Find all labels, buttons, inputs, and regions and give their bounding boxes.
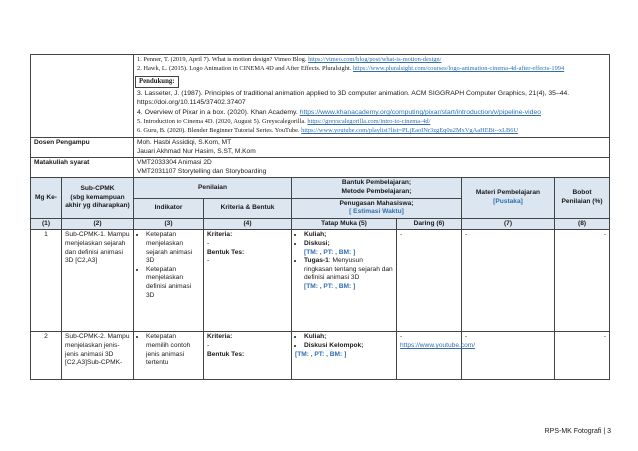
kriteria-cell: Kriteria: - Bentuk Tes: - (204, 230, 292, 332)
header-penilaian: Penilaian (134, 178, 292, 198)
subcpmk-text: Sub-CPMK-2. Mampu menjelaskan jenis-jenis animasi 3D [C2,A3]Sub-CPMK- (62, 332, 134, 380)
reference-item: 2. Hawk, L. (2015). Logo Animation in CINEMA 4D and After Effects. Pluralsight. https://www.pluralsight.com/courses/logo-animation-cinema-4d-after-effects-1994 (137, 65, 565, 72)
rps-page (30, 54, 609, 380)
dosen-row (31, 138, 610, 158)
header-penugasan: Penugasan Mahasiswa; [ Estimasi Waktu] (292, 198, 462, 218)
table-row (31, 230, 610, 332)
references-cell (134, 55, 610, 138)
rps-table (30, 54, 610, 380)
daring-link[interactable]: https://www.youtube.com/ (400, 341, 476, 349)
dosen-names: Moh. Hasbi Assidiqi, S.Kom, MT Jauari Akhmad Nur Hasim, S.ST, M.Kom (134, 138, 610, 158)
week-number: 1 (31, 230, 62, 332)
header-bobot: Bobot Penilaian (%) (555, 178, 610, 218)
materi-cell: - (462, 230, 555, 332)
page-footer: RPS-MK Fotografi | 3 (544, 428, 611, 435)
reference-link[interactable]: https://www.youtube.com/playlist?list=PLjEaoINr3zgEq0u2MxVgAaHEBt--xLB6U (301, 127, 519, 134)
main-reference-list (137, 56, 606, 73)
reference-link[interactable]: https://vimeo.com/blog/post/what-is-motion-design/ (308, 56, 442, 63)
table-header-row (31, 178, 610, 198)
kriteria-cell: Kriteria: - Bentuk Tes: (204, 332, 292, 380)
reference-item: 4. Overview of Pixar in a box. (2020). Khan Academy. https://www.khanacademy.org/computing/pixar/start/introduction/v/pipeline-video (137, 109, 542, 116)
dosen-label: Dosen Pengampu (31, 138, 134, 158)
reference-item: 5. Introduction to Cinema 4D. (2020, August 5). Greyscalegorilla. https://greyscalegorilla.com/intro-to-cinema-4d/ (137, 118, 431, 125)
references-row (31, 55, 610, 138)
column-number-row: (1) (2) (3) (4) Tatap Muka (5) Daring (6) (7) (8) (31, 218, 610, 230)
header-bentuk: Bantuk Pembelajaran; Metode Pembelajaran; (292, 178, 462, 198)
prerequisite-courses: VMT2033304 Animasi 2D VMT2031107 Storytelling dan Storyboarding (134, 158, 610, 178)
reference-item: 3. Lasseter, J. (1987). Principles of traditional animation applied to 3D computer animation. ACM SIGGRAPH Computer Graphics, 21(4), 35–44. https://doi.org/10.1145/37402.37407 (137, 90, 570, 106)
bobot-cell: - (555, 332, 610, 380)
bobot-cell: - (555, 230, 610, 332)
week-number: 2 (31, 332, 62, 380)
tatap-muka-cell: • Kuliah; • Diskusi Kelompok; [TM: , PT: , BM: ] (292, 332, 397, 380)
tatap-muka-cell: • Kuliah; • Diskusi; [TM: , PT: , BM: ] • Tugas-1: Menyusun ringkasan tentang sejarah dan definisi animasi 3D [TM: , PT: , BM: ] (292, 230, 397, 332)
reference-link[interactable]: https://www.khanacademy.org/computing/pixar/start/introduction/v/pipeline-video (299, 109, 542, 116)
indikator-cell: • Ketepatan memilih contoh jenis animasi tertentu (134, 332, 204, 380)
reference-item: 6. Guru, B. (2020). Blender Beginner Tutorial Series. YouTube. https://www.youtube.com/playlist?list=PLjEaoINr3zgEq0u2MxVgAaHEBt--xLB6U (137, 127, 519, 134)
pendukung-label: Pendukung: (135, 76, 179, 88)
table-row (31, 332, 610, 380)
prerequisite-label: Matakuliah syarat (31, 158, 134, 178)
supporting-reference-list (137, 89, 606, 135)
header-materi: Materi Pembelajaran [Pustaka] (462, 178, 555, 218)
header-subcpmk: Sub-CPMK (sbg kemampuan akhir yg diharapkan) (62, 178, 134, 218)
indikator-cell: • Ketepatan menjelaskan sejarah animasi 3D • Ketepatan menjelaskan definisi animasi 3D (134, 230, 204, 332)
reference-link[interactable]: https://www.pluralsight.com/courses/logo-animation-cinema-4d-after-effects-1994 (352, 65, 565, 72)
reference-item: 1. Penner, T. (2019, April 7). What is motion design? Vimeo Blog. https://vimeo.com/blog/post/what-is-motion-design/ (137, 56, 442, 63)
daring-cell: - (397, 230, 462, 332)
subcpmk-text: Sub-CPMK-1. Mampu menjelaskan sejarah dan definisi animasi 3D [C2,A3] (62, 230, 134, 332)
header-week: Mg Ke- (31, 178, 62, 218)
prerequisite-row (31, 158, 610, 178)
header-indikator: Indikator (134, 198, 204, 218)
daring-cell: - https://www.youtube.com/ (397, 332, 462, 380)
reference-link[interactable]: https://greyscalegorilla.com/intro-to-cinema-4d/ (307, 118, 431, 125)
materi-cell: - (462, 332, 555, 380)
header-kriteria: Kriteria & Bentuk (204, 198, 292, 218)
